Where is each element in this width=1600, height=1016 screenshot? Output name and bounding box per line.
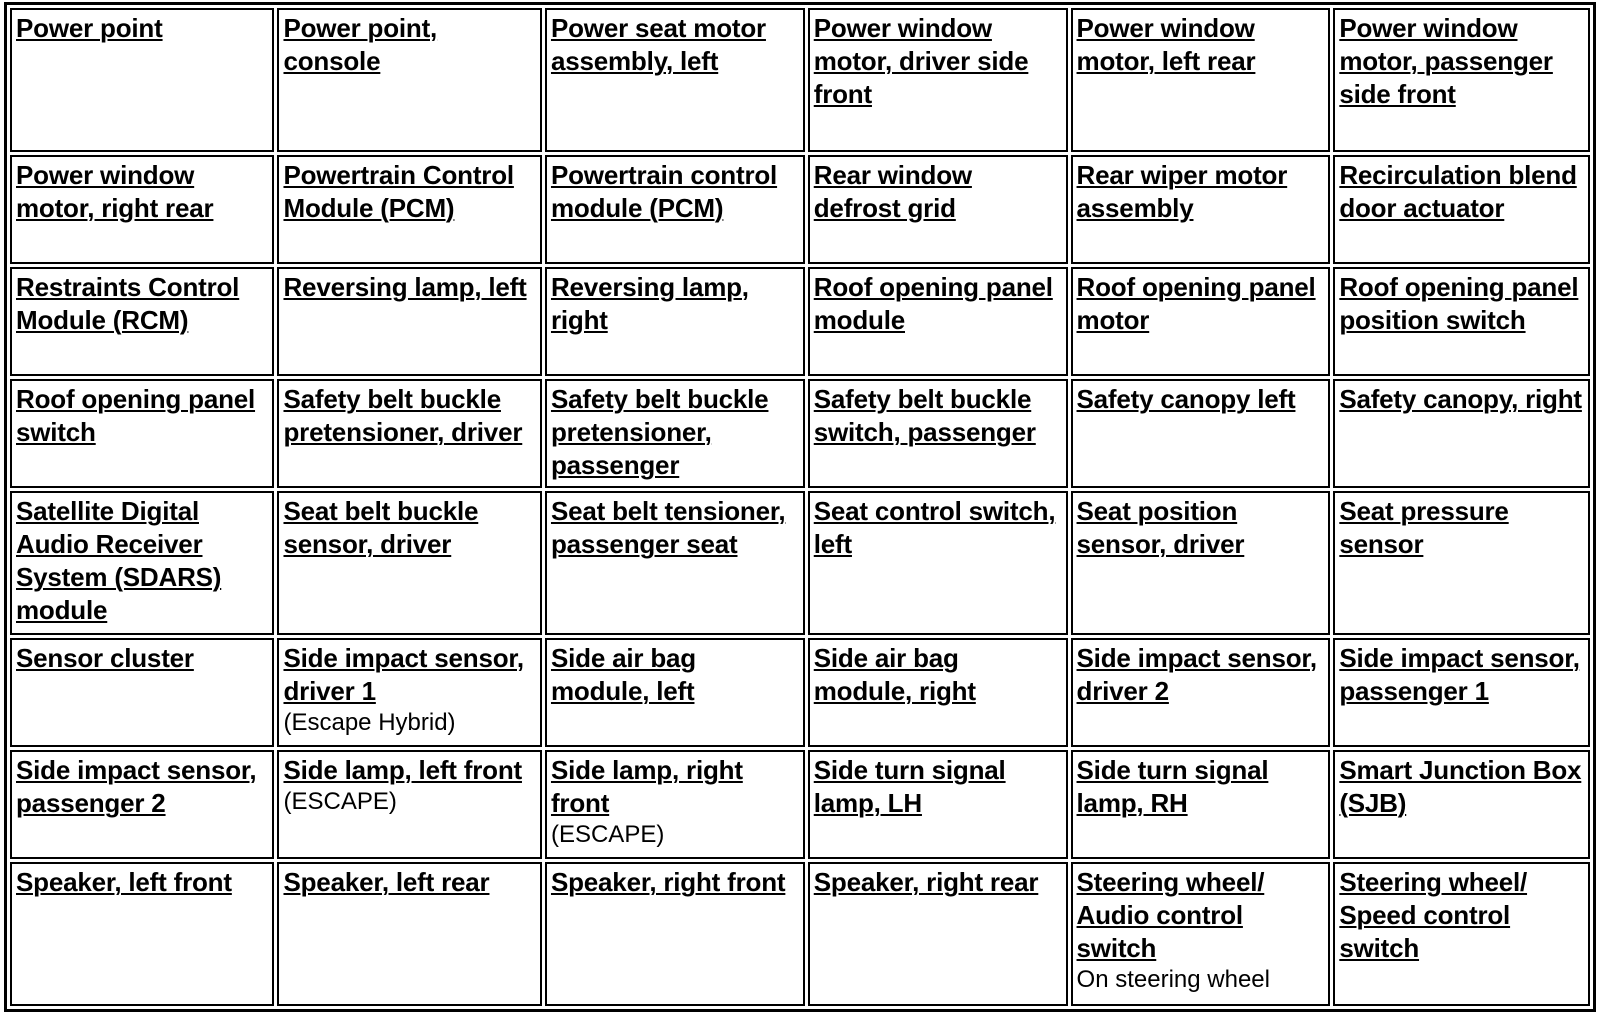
component-cell bbox=[1071, 267, 1331, 376]
component-index-table bbox=[7, 5, 1593, 1009]
component-cell bbox=[277, 491, 541, 635]
component-note: On steering wheel bbox=[1076, 966, 1270, 994]
component-link[interactable]: Speaker, right rear bbox=[813, 867, 1039, 898]
component-link[interactable]: Power window motor, left rear bbox=[1076, 13, 1256, 76]
component-link[interactable]: Rear wiper motor assembly bbox=[1076, 159, 1288, 223]
table-row bbox=[10, 379, 1590, 488]
component-cell bbox=[808, 267, 1068, 376]
component-cell bbox=[1333, 750, 1590, 859]
component-link[interactable]: Powertrain control module (PCM) bbox=[550, 159, 778, 223]
component-cell bbox=[808, 862, 1068, 1006]
component-link[interactable]: Power seat motor assembly, left bbox=[550, 13, 766, 76]
table-row bbox=[10, 750, 1590, 859]
component-link[interactable]: Power point, console bbox=[283, 13, 438, 76]
table-row bbox=[10, 862, 1590, 1006]
table-body bbox=[10, 8, 1590, 1006]
component-link[interactable]: Side lamp, right front bbox=[550, 755, 743, 819]
component-cell bbox=[1333, 267, 1590, 376]
component-cell bbox=[10, 491, 274, 635]
component-link[interactable]: Reversing lamp, left bbox=[283, 271, 527, 302]
component-link[interactable]: Recirculation blend door actuator bbox=[1339, 159, 1577, 223]
component-cell bbox=[545, 8, 805, 152]
component-cell bbox=[10, 862, 274, 1006]
component-cell bbox=[545, 267, 805, 376]
table-row bbox=[10, 638, 1590, 747]
component-note: (ESCAPE) bbox=[283, 788, 397, 816]
component-link[interactable]: Steering wheel/ Speed control switch bbox=[1339, 867, 1528, 964]
component-note: (Escape Hybrid) bbox=[283, 708, 456, 736]
component-index-table-frame bbox=[4, 2, 1596, 1012]
component-link[interactable]: Power window motor, driver side front bbox=[813, 13, 1029, 109]
component-cell bbox=[1071, 491, 1331, 635]
component-link[interactable]: Side lamp, left front bbox=[283, 755, 522, 786]
component-cell bbox=[10, 379, 274, 488]
component-link[interactable]: Safety belt buckle switch, passenger bbox=[813, 384, 1036, 448]
component-link[interactable]: Side impact sensor, passenger 2 bbox=[16, 755, 257, 819]
component-cell bbox=[1071, 379, 1331, 488]
component-cell bbox=[10, 638, 274, 747]
component-cell bbox=[808, 155, 1068, 264]
table-row bbox=[10, 8, 1590, 152]
component-link[interactable]: Reversing lamp, right bbox=[550, 271, 749, 335]
component-cell bbox=[277, 862, 541, 1006]
component-link[interactable]: Seat control switch, left bbox=[813, 496, 1056, 560]
component-cell bbox=[1071, 8, 1331, 152]
component-link[interactable]: Side air bag module, left bbox=[550, 642, 696, 706]
component-cell bbox=[1333, 155, 1590, 264]
component-cell bbox=[808, 8, 1068, 152]
component-link[interactable]: Powertrain Control Module (PCM) bbox=[283, 159, 514, 223]
component-cell bbox=[1071, 750, 1331, 859]
component-link[interactable]: Seat pressure sensor bbox=[1339, 496, 1509, 560]
table-row bbox=[10, 491, 1590, 635]
component-link[interactable]: Roof opening panel position switch bbox=[1339, 271, 1579, 335]
component-link[interactable]: Safety belt buckle pretensioner, driver bbox=[283, 384, 523, 448]
component-link[interactable]: Side impact sensor, passenger 1 bbox=[1339, 642, 1580, 706]
component-cell bbox=[1333, 379, 1590, 488]
component-link[interactable]: Rear window defrost grid bbox=[813, 159, 972, 223]
component-cell bbox=[545, 379, 805, 488]
component-cell bbox=[277, 750, 541, 859]
component-link[interactable]: Power point bbox=[16, 13, 163, 43]
component-cell bbox=[1071, 862, 1331, 1006]
component-link[interactable]: Speaker, right front bbox=[550, 867, 786, 898]
component-link[interactable]: Safety canopy, right bbox=[1339, 384, 1582, 415]
component-cell bbox=[277, 8, 541, 152]
component-cell bbox=[808, 379, 1068, 488]
component-cell bbox=[10, 267, 274, 376]
component-link[interactable]: Power window motor, right rear bbox=[16, 159, 214, 223]
component-link[interactable]: Restraints Control Module (RCM) bbox=[16, 271, 240, 335]
table-row bbox=[10, 267, 1590, 376]
component-link[interactable]: Side turn signal lamp, LH bbox=[813, 755, 1006, 819]
component-cell bbox=[277, 155, 541, 264]
component-cell bbox=[10, 8, 274, 152]
component-cell bbox=[1071, 638, 1331, 747]
component-cell bbox=[10, 155, 274, 264]
component-link[interactable]: Safety belt buckle pretensioner, passenger bbox=[550, 384, 769, 481]
component-link[interactable]: Safety canopy left bbox=[1076, 384, 1296, 415]
table-row bbox=[10, 155, 1590, 264]
component-link[interactable]: Power window motor, passenger side front bbox=[1339, 13, 1553, 109]
component-cell bbox=[545, 638, 805, 747]
component-cell bbox=[545, 491, 805, 635]
component-link[interactable]: Seat belt buckle sensor, driver bbox=[283, 496, 479, 560]
component-cell bbox=[10, 750, 274, 859]
component-cell bbox=[1333, 491, 1590, 635]
component-cell bbox=[1071, 155, 1331, 264]
component-link[interactable]: Roof opening panel motor bbox=[1076, 271, 1316, 335]
component-link[interactable]: Steering wheel/ Audio control switch bbox=[1076, 867, 1265, 964]
component-link[interactable]: Side air bag module, right bbox=[813, 642, 976, 706]
component-cell bbox=[1333, 8, 1590, 152]
component-cell bbox=[1333, 862, 1590, 1006]
component-cell bbox=[808, 638, 1068, 747]
component-link[interactable]: Roof opening panel module bbox=[813, 271, 1053, 335]
component-cell bbox=[277, 638, 541, 747]
component-link[interactable]: Seat belt tensioner, passenger seat bbox=[550, 496, 786, 560]
component-note: (ESCAPE) bbox=[550, 821, 665, 849]
component-cell bbox=[808, 491, 1068, 635]
component-cell bbox=[545, 750, 805, 859]
component-link[interactable]: Side impact sensor, driver 1 bbox=[283, 642, 524, 706]
component-link[interactable]: Satellite Digital Audio Receiver System (SDARS) module bbox=[16, 496, 222, 626]
component-link[interactable]: Side turn signal lamp, RH bbox=[1076, 755, 1269, 819]
component-cell bbox=[808, 750, 1068, 859]
component-link[interactable]: Smart Junction Box (SJB) bbox=[1339, 755, 1582, 819]
component-link[interactable]: Side impact sensor, driver 2 bbox=[1076, 642, 1317, 706]
component-cell bbox=[277, 267, 541, 376]
component-link[interactable]: Speaker, left front bbox=[16, 867, 232, 898]
component-cell bbox=[545, 862, 805, 1006]
component-cell bbox=[545, 155, 805, 264]
component-cell bbox=[1333, 638, 1590, 747]
component-link[interactable]: Roof opening panel switch bbox=[16, 384, 256, 448]
component-link[interactable]: Seat position sensor, driver bbox=[1076, 496, 1245, 560]
component-link[interactable]: Speaker, left rear bbox=[283, 867, 490, 898]
component-cell bbox=[277, 379, 541, 488]
component-link[interactable]: Sensor cluster bbox=[16, 642, 194, 673]
